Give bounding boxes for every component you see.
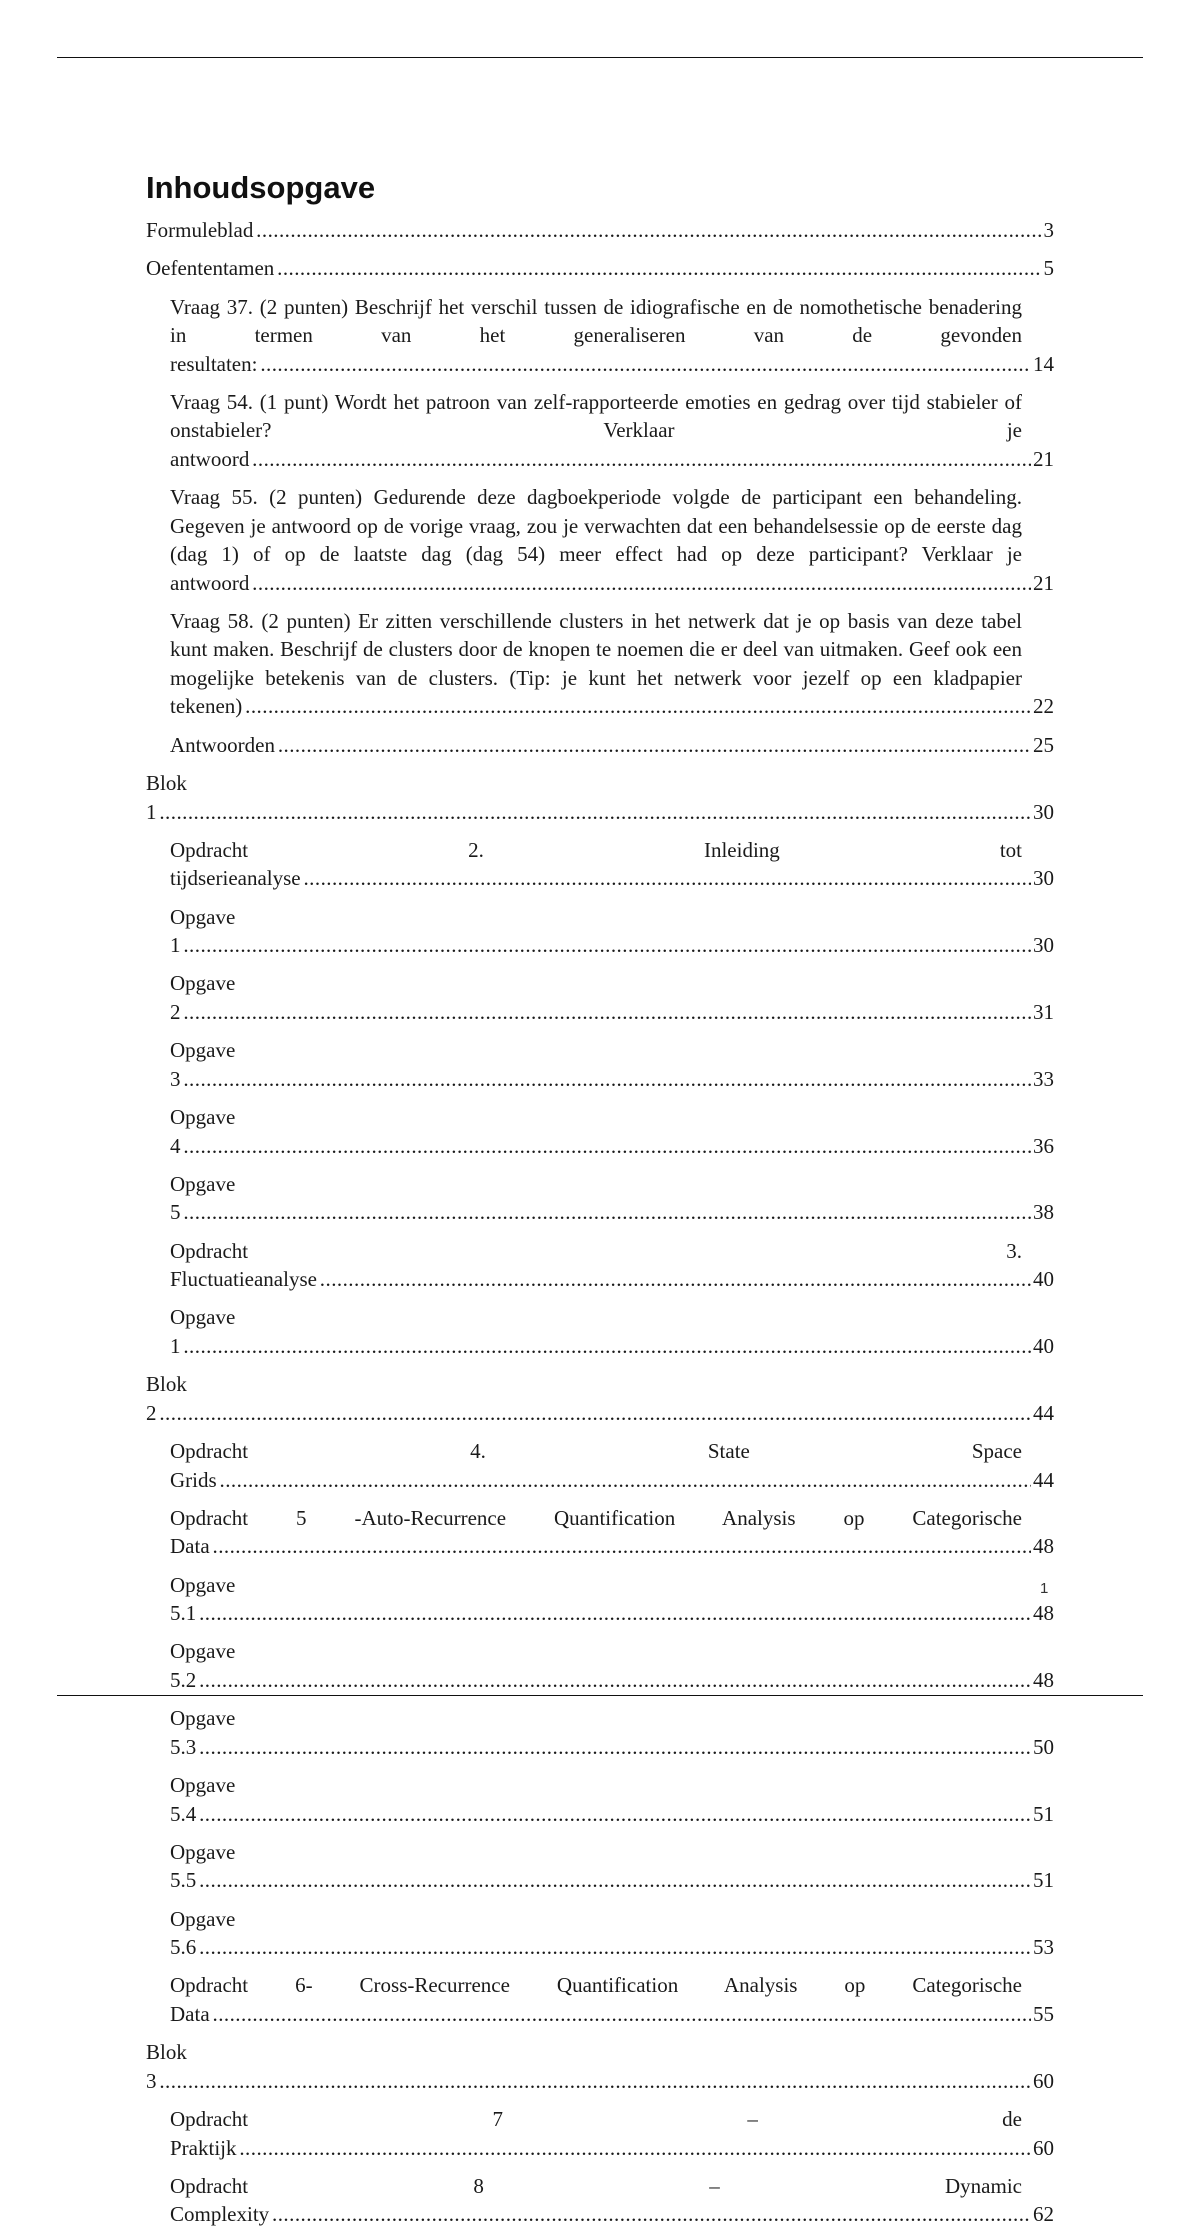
toc-entry-text: Opgave 2 . . . (170, 971, 1054, 1024)
toc-entry-page: 62 (1031, 2200, 1054, 2229)
table-of-contents (146, 168, 1054, 2239)
header-rule (57, 57, 1143, 58)
toc-entry[interactable] (170, 836, 1054, 893)
toc-entry-text: Vraag 37. (2 punten) Beschrijf het verschil tussen de idiografische en de nomothetische benadering in termen van het generaliseren van de gevonden resultaten: . . . (170, 295, 1054, 376)
toc-entry[interactable] (170, 1971, 1054, 2028)
toc-entry[interactable] (146, 1370, 1054, 1427)
toc-entry-page: 21 (1031, 445, 1054, 474)
toc-entry[interactable] (146, 254, 1054, 283)
toc-entry-text: Opgave 4 . . . (170, 1105, 1054, 1158)
toc-entry-text: Opdracht 5 -Auto-Recurrence Quantification Analysis op Categorische Data . . . (170, 1506, 1054, 1559)
toc-entry-page: 36 (1031, 1132, 1054, 1161)
toc-entry-page: 21 (1031, 569, 1054, 598)
toc-entry-page: 38 (1031, 1198, 1054, 1227)
toc-entry[interactable] (170, 1237, 1054, 1294)
toc-entry-page: 30 (1031, 798, 1054, 827)
toc-entry[interactable] (170, 903, 1054, 960)
toc-entry-text: Opgave 5.4 . . . (170, 1773, 1054, 1826)
toc-entry-page: 60 (1031, 2134, 1054, 2163)
toc-entry[interactable] (170, 607, 1054, 721)
toc-entry-text: Opgave 1 . . . (170, 1305, 1054, 1358)
toc-entry-page: 33 (1031, 1065, 1054, 1094)
toc-entry[interactable] (170, 1504, 1054, 1561)
toc-entry-text: Oefententamen . . . (146, 256, 1054, 280)
toc-entry-page: 44 (1031, 1466, 1054, 1495)
toc-entry[interactable] (170, 1036, 1054, 1093)
toc-entry[interactable] (170, 388, 1054, 474)
toc-entry-page: 48 (1031, 1532, 1054, 1561)
toc-entry-text: Opgave 5.2 . . . (170, 1639, 1054, 1692)
toc-entry[interactable] (146, 769, 1054, 826)
toc-entry[interactable] (170, 2105, 1054, 2162)
toc-entry-text: Opdracht 4. State Space Grids . . . (170, 1439, 1054, 1492)
toc-entry-text: Opdracht 3. Fluctuatieanalyse . . . (170, 1239, 1054, 1292)
footer-rule (57, 1695, 1143, 1696)
toc-entry-text: Opdracht 6- Cross-Recurrence Quantification Analysis op Categorische Data . . . (170, 1973, 1054, 2026)
toc-entry[interactable] (170, 1571, 1054, 1628)
toc-entry[interactable] (170, 1103, 1054, 1160)
toc-entry[interactable] (170, 1905, 1054, 1962)
toc-entry-page: 40 (1031, 1332, 1054, 1361)
toc-entry-page: 5 (1042, 254, 1055, 283)
toc-entry[interactable] (170, 1637, 1054, 1694)
toc-entry-page: 22 (1031, 692, 1054, 721)
toc-entries (146, 216, 1054, 2229)
toc-entry-text: Vraag 58. (2 punten) Er zitten verschillende clusters in het netwerk dat je op basis van deze tabel kunt maken. Beschrijf de clusters door de knopen te noemen die er deel van uitmaken. Geef ook een mogelijke betekenis van de clusters. (Tip: je kunt het netwerk voor jezelf op een kladpapier tekenen) . . . (170, 609, 1054, 719)
toc-entry-text: Formuleblad . . . (146, 218, 1054, 242)
toc-entry-text: Antwoorden . . . (170, 733, 1054, 757)
toc-entry-page: 53 (1031, 1933, 1054, 1962)
toc-entry[interactable] (146, 2038, 1054, 2095)
page-number: 1 (1040, 1580, 1049, 1597)
toc-entry-text: Opgave 3 . . . (170, 1038, 1054, 1091)
toc-entry[interactable] (170, 2172, 1054, 2229)
toc-entry[interactable] (170, 1771, 1054, 1828)
toc-entry-text: Opgave 5.6 . . . (170, 1907, 1054, 1960)
toc-entry-page: 3 (1042, 216, 1055, 245)
toc-entry-text: Opgave 5.5 . . . (170, 1840, 1054, 1893)
toc-entry[interactable] (170, 1838, 1054, 1895)
toc-entry-text: Opgave 5 . . . (170, 1172, 1054, 1225)
toc-entry-page: 60 (1031, 2067, 1054, 2096)
toc-entry-text: Opgave 5.3 . . . (170, 1706, 1054, 1759)
toc-entry-page: 51 (1031, 1800, 1054, 1829)
toc-entry-page: 51 (1031, 1866, 1054, 1895)
toc-entry-page: 30 (1031, 931, 1054, 960)
toc-entry-page: 30 (1031, 864, 1054, 893)
toc-entry-text: Opgave 5.1 . . . (170, 1573, 1054, 1626)
toc-entry[interactable] (170, 1303, 1054, 1360)
toc-entry-text: Opdracht 7 – de Praktijk . . . (170, 2107, 1054, 2160)
toc-entry-text: Opdracht 8 – Dynamic Complexity . . . (170, 2174, 1054, 2227)
toc-entry-text: Opgave 1 . . . (170, 905, 1054, 958)
toc-entry-page: 48 (1031, 1666, 1054, 1695)
toc-entry-page: 48 (1031, 1599, 1054, 1628)
toc-entry-page: 31 (1031, 998, 1054, 1027)
toc-entry[interactable] (146, 216, 1054, 245)
toc-entry[interactable] (170, 1437, 1054, 1494)
toc-title: Inhoudsopgave (146, 170, 376, 205)
toc-entry-page: 25 (1031, 731, 1054, 760)
toc-entry-page: 40 (1031, 1265, 1054, 1294)
toc-entry-page: 14 (1031, 350, 1054, 379)
toc-entry-text: Blok 1 . . . (146, 771, 1054, 824)
toc-entry[interactable] (170, 483, 1054, 597)
toc-entry[interactable] (170, 731, 1054, 760)
toc-entry[interactable] (170, 1170, 1054, 1227)
toc-entry-page: 50 (1031, 1733, 1054, 1762)
toc-entry-page: 44 (1031, 1399, 1054, 1428)
toc-entry[interactable] (170, 1704, 1054, 1761)
toc-entry-text: Blok 2 . . . (146, 1372, 1054, 1425)
toc-entry[interactable] (170, 293, 1054, 379)
toc-entry-text: Vraag 55. (2 punten) Gedurende deze dagboekperiode volgde de participant een behandeling. Gegeven je antwoord op de vorige vraag, zou je verwachten dat een behandelsessie op de eerste dag (dag 1) of op de laatste dag (dag 54) meer effect had op deze participant? Verklaar je antwoord . . . (170, 485, 1054, 595)
toc-entry-page: 55 (1031, 2000, 1054, 2029)
toc-entry-text: Blok 3 . . . (146, 2040, 1054, 2093)
toc-entry-text: Vraag 54. (1 punt) Wordt het patroon van zelf-rapporteerde emoties en gedrag over tijd stabieler of onstabieler? Verklaar je antwoord . . . (170, 390, 1054, 471)
toc-entry-text: Opdracht 2. Inleiding tot tijdserieanalyse . . . (170, 838, 1054, 891)
toc-entry[interactable] (170, 969, 1054, 1026)
